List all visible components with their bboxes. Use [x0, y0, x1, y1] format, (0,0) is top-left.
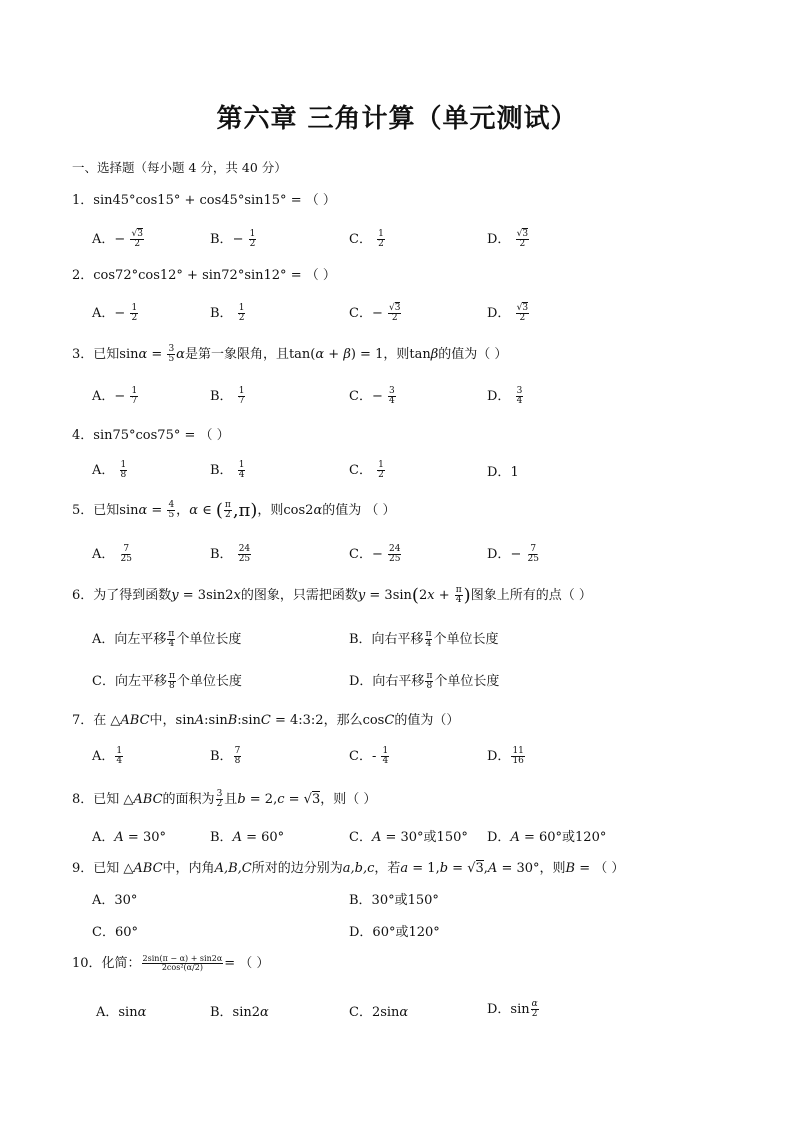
- q10-option-c[interactable]: C．2sinα: [349, 1005, 409, 1020]
- q4-option-c[interactable]: C． $\frac{1}{2}$: [349, 459, 384, 480]
- q7c-fraction: $\frac{1}{4}$: [382, 745, 389, 766]
- q7b-fraction: $\frac{7}{8}$: [234, 745, 241, 766]
- q9-option-c[interactable]: C．60°: [92, 925, 138, 940]
- q4a-fraction: $\frac{1}{8}$: [120, 459, 127, 480]
- question-7: 7．在 △ABC中，sinA:sinB:sinC = 4:3:2，那么cosC的值为（）: [72, 713, 460, 728]
- q4c-fraction: $\frac{1}{2}$: [378, 459, 384, 480]
- q1d-fraction: $\frac{√3}{2}$: [516, 228, 529, 249]
- q2c-fraction: $\frac{√3}{2}$: [389, 302, 401, 323]
- q3b-fraction: $\frac{1}{7}$: [238, 385, 245, 406]
- q5d-fraction: $\frac{7}{25}$: [527, 543, 539, 564]
- q4-option-a[interactable]: A． $\frac{1}{8}$: [92, 459, 127, 480]
- q8-option-b[interactable]: B．A = 60°: [210, 830, 285, 845]
- q4-option-b[interactable]: B． $\frac{1}{4}$: [210, 459, 245, 480]
- q5b-fraction: $\frac{24}{25}$: [238, 543, 251, 564]
- q6c-fraction: $\frac{\pi}{8}$: [168, 670, 175, 691]
- question-8: 8．已知 △ABC的面积为 $\frac{3}{2}$ 且b = 2,c = √3，则（ ）: [72, 788, 377, 809]
- question-10: 10．化简： $\frac{2\sin(\pi - \alpha) + \sin 2\alpha}{\text{2cos²(α/2)}}$ = （ ）: [72, 953, 270, 972]
- q2-option-d[interactable]: D． $\frac{√3}{2}$: [487, 302, 529, 323]
- q1a-fraction: $\frac{√3}{2}$: [131, 228, 143, 249]
- q7-option-c[interactable]: C．- $\frac{1}{4}$: [349, 745, 389, 766]
- q8-sqrt: √3: [303, 792, 321, 807]
- q5-pi-fraction: $\frac{\pi}{2}$: [224, 499, 231, 520]
- q3-option-d[interactable]: D． $\frac{3}{4}$: [487, 385, 523, 406]
- q1-option-d[interactable]: D． $\frac{√3}{2}$: [487, 228, 529, 249]
- q2-option-a[interactable]: A．− $\frac{1}{2}$: [92, 302, 138, 323]
- question-6: 6．为了得到函数y = 3sin2x的图象，只需把函数y = 3sin(2x + $\frac{\pi}{4}$ )图象上所有的点（ ）: [72, 584, 592, 606]
- q7-option-d[interactable]: D． $\frac{11}{16}$: [487, 745, 524, 766]
- q1c-fraction: $\frac{1}{2}$: [378, 228, 384, 249]
- question-5: 5．已知sinα = $\frac{4}{5}$ ，α ∈ ( $\frac{\pi}{2}$ ,π)，则cos2α的值为 （ ）: [72, 499, 396, 521]
- q3a-fraction: $\frac{1}{7}$: [131, 385, 138, 406]
- q1-option-a[interactable]: A．− $\frac{√3}{2}$: [92, 228, 143, 249]
- q8-option-d[interactable]: D．A = 60°或120°: [487, 830, 607, 845]
- q6d-fraction: $\frac{\pi}{8}$: [426, 670, 433, 691]
- q5-option-b[interactable]: B． $\frac{24}{25}$: [210, 543, 251, 564]
- q3d-fraction: $\frac{3}{4}$: [516, 385, 523, 406]
- q2d-fraction: $\frac{√3}{2}$: [516, 302, 529, 323]
- q1-option-c[interactable]: C． $\frac{1}{2}$: [349, 228, 384, 249]
- q7-option-a[interactable]: A． $\frac{1}{4}$: [92, 745, 123, 766]
- q4-option-d[interactable]: D．1: [487, 465, 519, 480]
- q7-option-b[interactable]: B． $\frac{7}{8}$: [210, 745, 241, 766]
- q10-option-d[interactable]: D．sin $\frac{\alpha}{2}$: [487, 998, 538, 1019]
- q9-option-a[interactable]: A．30°: [92, 893, 138, 908]
- q5-option-c[interactable]: C．− $\frac{24}{25}$: [349, 543, 401, 564]
- question-4: 4．sin75°cos75° = （ ）: [72, 428, 230, 443]
- q9-option-b[interactable]: B．30°或150°: [349, 893, 439, 908]
- q3-option-b[interactable]: B． $\frac{1}{7}$: [210, 385, 245, 406]
- q5a-fraction: $\frac{7}{25}$: [120, 543, 132, 564]
- q4b-fraction: $\frac{1}{4}$: [238, 459, 245, 480]
- q5-fraction: $\frac{4}{5}$: [168, 499, 175, 520]
- q2b-fraction: $\frac{1}{2}$: [238, 302, 245, 323]
- q10-fraction: $\frac{2\sin(\pi - \alpha) + \sin 2\alpha}{\text{2cos²(α/2)}}$: [142, 953, 223, 972]
- q9-sqrt: √3: [467, 861, 484, 876]
- q3-option-c[interactable]: C．− $\frac{3}{4}$: [349, 385, 395, 406]
- q10d-fraction: $\frac{\alpha}{2}$: [531, 998, 538, 1019]
- q5-option-a[interactable]: A． $\frac{7}{25}$: [92, 543, 132, 564]
- q3-fraction: $\frac{3}{5}$: [168, 343, 175, 364]
- q6-option-a[interactable]: A．向左平移 $\frac{\pi}{4}$ 个单位长度: [92, 628, 242, 649]
- q8-fraction: $\frac{3}{2}$: [216, 788, 223, 809]
- question-1: 1．sin45°cos15° + cos45°sin15° = （ ）: [72, 193, 336, 208]
- question-2: 2．cos72°cos12° + sin72°sin12° = （ ）: [72, 268, 336, 283]
- q1-option-b[interactable]: B．− $\frac{1}{2}$: [210, 228, 256, 249]
- q5-option-d[interactable]: D．− $\frac{7}{25}$: [487, 543, 539, 564]
- q7a-fraction: $\frac{1}{4}$: [116, 745, 123, 766]
- page-title: 第六章 三角计算（单元测试）: [216, 104, 578, 134]
- q6b-fraction: $\frac{\pi}{4}$: [425, 628, 432, 649]
- q6-option-b[interactable]: B．向右平移 $\frac{\pi}{4}$ 个单位长度: [349, 628, 499, 649]
- q9-option-d[interactable]: D．60°或120°: [349, 925, 440, 940]
- q8-option-a[interactable]: A．A = 30°: [92, 830, 166, 845]
- q8-option-c[interactable]: C．A = 30°或150°: [349, 830, 468, 845]
- q1b-fraction: $\frac{1}{2}$: [249, 228, 256, 249]
- q3-option-a[interactable]: A．− $\frac{1}{7}$: [92, 385, 138, 406]
- section-heading: 一、选择题（每小题 4 分，共 40 分）: [72, 160, 287, 175]
- q5c-fraction: $\frac{24}{25}$: [389, 543, 401, 564]
- q10-option-b[interactable]: B．sin2α: [210, 1005, 269, 1020]
- question-3: 3．已知sinα = $\frac{3}{5}$ α是第一象限角，且tan(α + β) = 1，则tanβ的值为（ ）: [72, 343, 508, 364]
- q6-pi-fraction: $\frac{\pi}{4}$: [455, 584, 462, 605]
- q6-option-d[interactable]: D．向右平移 $\frac{\pi}{8}$ 个单位长度: [349, 670, 500, 691]
- q2-option-b[interactable]: B． $\frac{1}{2}$: [210, 302, 245, 323]
- question-9: 9．已知 △ABC中，内角A,B,C所对的边分别为a,b,c，若a = 1,b = √3,A = 30°，则B = （ ）: [72, 861, 625, 876]
- q6a-fraction: $\frac{\pi}{4}$: [168, 628, 175, 649]
- q6-option-c[interactable]: C．向左平移 $\frac{\pi}{8}$ 个单位长度: [92, 670, 242, 691]
- q10-option-a[interactable]: A．sinα: [96, 1005, 147, 1020]
- q2a-fraction: $\frac{1}{2}$: [131, 302, 138, 323]
- q3c-fraction: $\frac{3}{4}$: [389, 385, 395, 406]
- q2-option-c[interactable]: C．− $\frac{√3}{2}$: [349, 302, 401, 323]
- q7d-fraction: $\frac{11}{16}$: [512, 745, 524, 766]
